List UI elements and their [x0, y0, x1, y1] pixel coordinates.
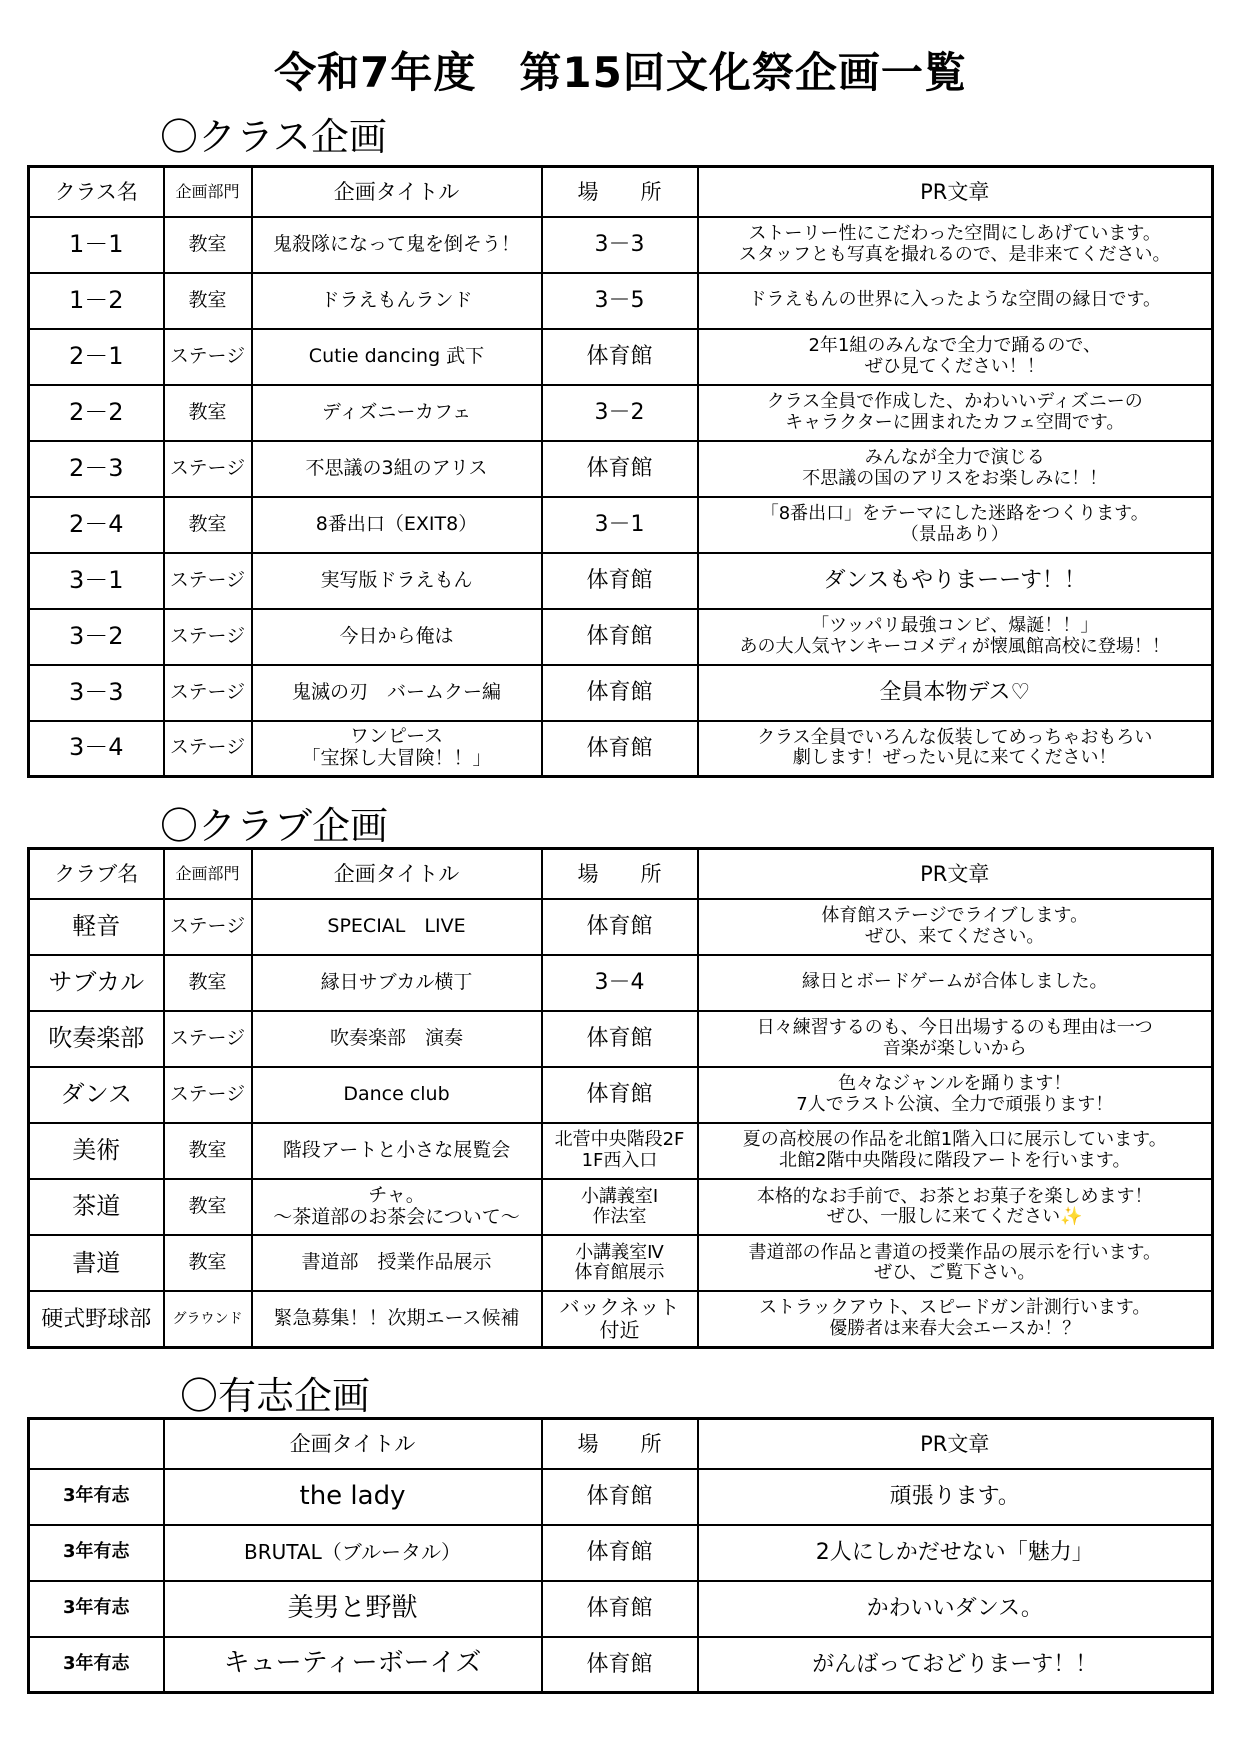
- place: バックネット 付近: [542, 1291, 698, 1347]
- dept: ステージ: [164, 441, 252, 497]
- table-row: [29, 1469, 1213, 1525]
- event-title: BRUTAL（ブルータル）: [164, 1525, 542, 1581]
- place: 体育館: [542, 329, 698, 385]
- class-name: 1－1: [29, 217, 164, 273]
- event-title: 8番出口（EXIT8）: [252, 497, 542, 553]
- dept: ステージ: [164, 1067, 252, 1123]
- pr-text: がんばっておどりまーす！！: [698, 1637, 1213, 1693]
- event-title: 美男と野獣: [164, 1581, 542, 1637]
- place: 体育館: [542, 899, 698, 955]
- table-row: [29, 1235, 1213, 1291]
- pr-text: ストーリー性にこだわった空間にしあげています。 スタッフとも写真を撮れるので、是非来てください。: [698, 217, 1213, 273]
- table-row: [29, 955, 1213, 1011]
- place: 体育館: [542, 1581, 698, 1637]
- header-club-name: クラブ名: [29, 849, 164, 899]
- club-name: 軽音: [29, 899, 164, 955]
- class-name: 3－2: [29, 609, 164, 665]
- event-title: Cutie dancing 武下: [252, 329, 542, 385]
- club-table: [27, 847, 1214, 1349]
- pr-text: 夏の高校展の作品を北館1階入口に展示しています。 北館2階中央階段に階段アートを行います。: [698, 1123, 1213, 1179]
- page-title: 令和7年度 第15回文化祭企画一覧: [274, 48, 967, 97]
- pr-text: 縁日とボードゲームが合体しました。: [698, 955, 1213, 1011]
- event-title: 鬼殺隊になって鬼を倒そう！: [252, 217, 542, 273]
- club-name: 美術: [29, 1123, 164, 1179]
- header-dept: 企画部門: [164, 167, 252, 217]
- place: 体育館: [542, 721, 698, 777]
- event-title: 書道部 授業作品展示: [252, 1235, 542, 1291]
- dept: 教室: [164, 955, 252, 1011]
- place: 3－2: [542, 385, 698, 441]
- event-title: 階段アートと小さな展覧会: [252, 1123, 542, 1179]
- pr-text: 「ツッパリ最強コンビ、爆誕！！」 あの大人気ヤンキーコメディが懐風館高校に登場！！: [698, 609, 1213, 665]
- pr-text: 書道部の作品と書道の授業作品の展示を行います。 ぜひ、ご覧下さい。: [698, 1235, 1213, 1291]
- dept: ステージ: [164, 899, 252, 955]
- place: 体育館: [542, 1637, 698, 1693]
- place: 体育館: [542, 1067, 698, 1123]
- pr-text: かわいいダンス。: [698, 1581, 1213, 1637]
- event-title: Dance club: [252, 1067, 542, 1123]
- pr-text: 体育館ステージでライブします。 ぜひ、来てください。: [698, 899, 1213, 955]
- class-table: [27, 165, 1214, 778]
- event-title: チャ。 ～茶道部のお茶会について～: [252, 1179, 542, 1235]
- place: 体育館: [542, 1525, 698, 1581]
- pr-text: 2年1組のみんなで全力で踊るので、 ぜひ見てください！！: [698, 329, 1213, 385]
- header-dept: 企画部門: [164, 849, 252, 899]
- dept: ステージ: [164, 609, 252, 665]
- place: 3－1: [542, 497, 698, 553]
- class-name: 1－2: [29, 273, 164, 329]
- table-row: [29, 441, 1213, 497]
- dept: 教室: [164, 1235, 252, 1291]
- pr-text: クラス全員でいろんな仮装してめっちゃおもろい 劇します！ぜったい見に来てください！: [698, 721, 1213, 777]
- place: 体育館: [542, 665, 698, 721]
- table-row: [29, 217, 1213, 273]
- pr-text: 全員本物デス♡: [698, 665, 1213, 721]
- club-name: 茶道: [29, 1179, 164, 1235]
- table-row: [29, 329, 1213, 385]
- table-row: [29, 1291, 1213, 1347]
- club-table-header: [29, 849, 1213, 899]
- place: 小講義室Ⅰ 作法室: [542, 1179, 698, 1235]
- event-title: 不思議の3組のアリス: [252, 441, 542, 497]
- place: 3－3: [542, 217, 698, 273]
- header-class-name: クラス名: [29, 167, 164, 217]
- table-row: [29, 385, 1213, 441]
- class-name: 3－1: [29, 553, 164, 609]
- group-name: 3年有志: [29, 1581, 164, 1637]
- table-row: [29, 1637, 1213, 1693]
- table-row: [29, 1123, 1213, 1179]
- table-row: [29, 1581, 1213, 1637]
- event-title: ワンピース 「宝探し大冒険！！」: [252, 721, 542, 777]
- dept: ステージ: [164, 329, 252, 385]
- pr-text: 日々練習するのも、今日出場するのも理由は一つ 音楽が楽しいから: [698, 1011, 1213, 1067]
- class-name: 2－3: [29, 441, 164, 497]
- event-title: 鬼滅の刃 バームクー編: [252, 665, 542, 721]
- dept: グラウンド: [164, 1291, 252, 1347]
- dept: 教室: [164, 385, 252, 441]
- table-row: [29, 1525, 1213, 1581]
- event-title: ドラえもんランド: [252, 273, 542, 329]
- table-row: [29, 1011, 1213, 1067]
- table-row: [29, 609, 1213, 665]
- header-place: 場 所: [542, 1419, 698, 1469]
- place: 体育館: [542, 609, 698, 665]
- table-row: [29, 665, 1213, 721]
- class-section-heading: 〇クラス企画: [160, 115, 387, 159]
- header-pr: PR文章: [698, 1419, 1213, 1469]
- class-name: 3－4: [29, 721, 164, 777]
- dept: 教室: [164, 273, 252, 329]
- header-title: 企画タイトル: [164, 1419, 542, 1469]
- pr-text: ストラックアウト、スピードガン計測行います。 優勝者は来春大会エースか！？: [698, 1291, 1213, 1347]
- dept: 教室: [164, 1179, 252, 1235]
- table-row: [29, 899, 1213, 955]
- club-name: 吹奏楽部: [29, 1011, 164, 1067]
- dept: 教室: [164, 497, 252, 553]
- pr-text: ダンスもやりまーーす！！: [698, 553, 1213, 609]
- table-row: [29, 553, 1213, 609]
- place: 3－5: [542, 273, 698, 329]
- place: 3－4: [542, 955, 698, 1011]
- volunteer-table-header: [29, 1419, 1213, 1469]
- dept: ステージ: [164, 553, 252, 609]
- club-name: ダンス: [29, 1067, 164, 1123]
- pr-text: ドラえもんの世界に入ったような空間の縁日です。: [698, 273, 1213, 329]
- class-name: 2－1: [29, 329, 164, 385]
- pr-text: 頑張ります。: [698, 1469, 1213, 1525]
- club-name: サブカル: [29, 955, 164, 1011]
- table-row: [29, 1179, 1213, 1235]
- pr-text: 本格的なお手前で、お茶とお菓子を楽しめます！ ぜひ、一服しに来てください✨: [698, 1179, 1213, 1235]
- event-title: 緊急募集！！次期エース候補: [252, 1291, 542, 1347]
- volunteer-section-heading: 〇有志企画: [180, 1374, 371, 1418]
- header-blank: [29, 1419, 164, 1469]
- dept: ステージ: [164, 1011, 252, 1067]
- event-title: the lady: [164, 1469, 542, 1525]
- place: 体育館: [542, 1469, 698, 1525]
- volunteer-table: [27, 1417, 1214, 1694]
- header-title: 企画タイトル: [252, 167, 542, 217]
- header-pr: PR文章: [698, 849, 1213, 899]
- pr-text: 「8番出口」をテーマにした迷路をつくります。 （景品あり）: [698, 497, 1213, 553]
- header-title: 企画タイトル: [252, 849, 542, 899]
- place: 体育館: [542, 441, 698, 497]
- event-title: 今日から俺は: [252, 609, 542, 665]
- pr-text: クラス全員で作成した、かわいいディズニーの キャラクターに囲まれたカフェ空間です。: [698, 385, 1213, 441]
- group-name: 3年有志: [29, 1637, 164, 1693]
- table-row: [29, 1067, 1213, 1123]
- pr-text: 2人にしかだせない「魅力」: [698, 1525, 1213, 1581]
- header-place: 場 所: [542, 167, 698, 217]
- class-name: 2－4: [29, 497, 164, 553]
- event-title: 縁日サブカル横丁: [252, 955, 542, 1011]
- club-name: 硬式野球部: [29, 1291, 164, 1347]
- club-section-heading: 〇クラブ企画: [160, 804, 389, 848]
- club-name: 書道: [29, 1235, 164, 1291]
- class-table-header: [29, 167, 1213, 217]
- event-title: 吹奏楽部 演奏: [252, 1011, 542, 1067]
- event-title: 実写版ドラえもん: [252, 553, 542, 609]
- class-name: 2－2: [29, 385, 164, 441]
- dept: 教室: [164, 1123, 252, 1179]
- table-row: [29, 721, 1213, 777]
- pr-text: 色々なジャンルを踊ります！ 7人でラスト公演、全力で頑張ります！: [698, 1067, 1213, 1123]
- dept: 教室: [164, 217, 252, 273]
- place: 北菅中央階段2F 1F西入口: [542, 1123, 698, 1179]
- class-name: 3－3: [29, 665, 164, 721]
- pr-text: みんなが全力で演じる 不思議の国のアリスをお楽しみに！！: [698, 441, 1213, 497]
- group-name: 3年有志: [29, 1469, 164, 1525]
- event-title: キューティーボーイズ: [164, 1637, 542, 1693]
- header-pr: PR文章: [698, 167, 1213, 217]
- table-row: [29, 273, 1213, 329]
- event-title: SPECIAL LIVE: [252, 899, 542, 955]
- place: 体育館: [542, 553, 698, 609]
- place: 小講義室Ⅳ 体育館展示: [542, 1235, 698, 1291]
- group-name: 3年有志: [29, 1525, 164, 1581]
- place: 体育館: [542, 1011, 698, 1067]
- dept: ステージ: [164, 665, 252, 721]
- header-place: 場 所: [542, 849, 698, 899]
- table-row: [29, 497, 1213, 553]
- event-title: ディズニーカフェ: [252, 385, 542, 441]
- dept: ステージ: [164, 721, 252, 777]
